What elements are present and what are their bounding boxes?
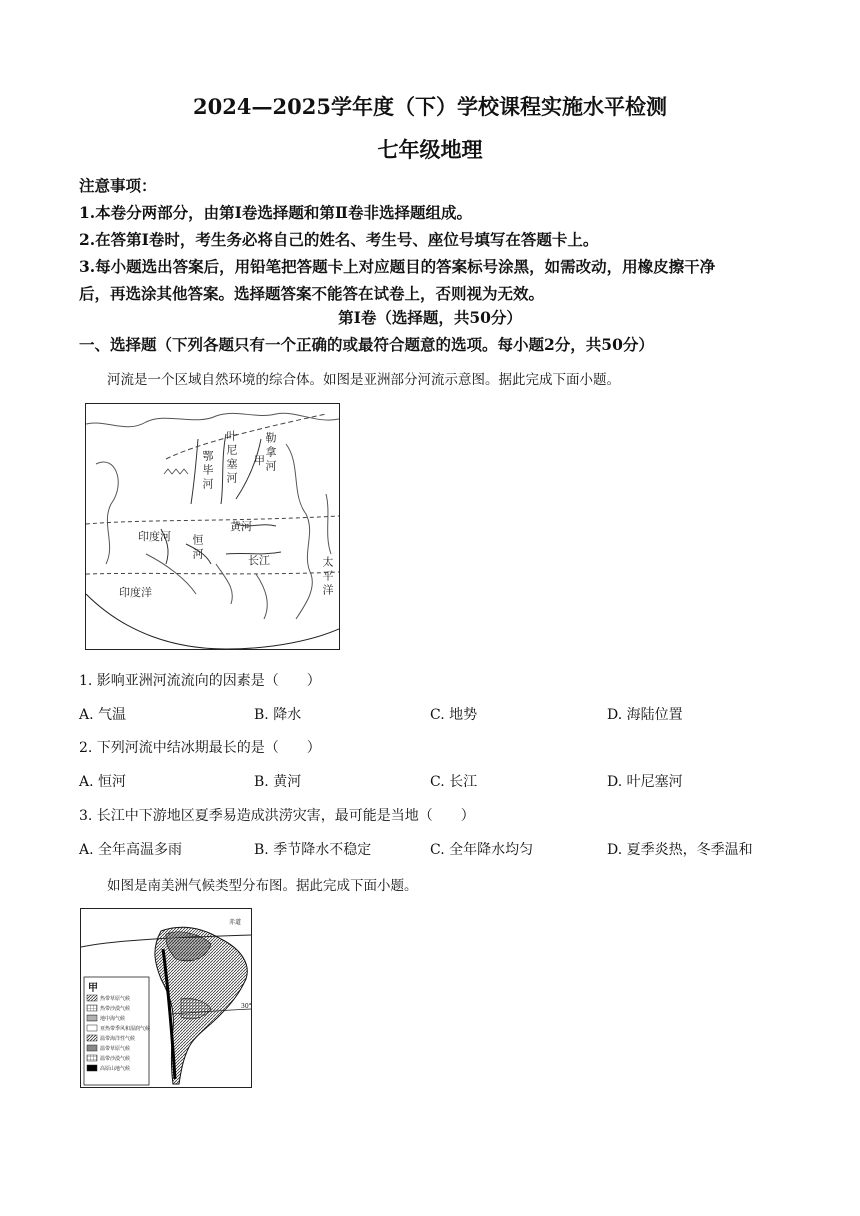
label-changjiang: 长江 <box>248 554 270 567</box>
question-1: 1. 影响亚洲河流流向的因素是（ ） <box>79 673 321 689</box>
page-subtitle: 七年级地理 <box>377 137 483 162</box>
part1-heading: 第Ⅰ卷（选择题，共50分） <box>338 308 522 327</box>
label-huanghe: 黄河 <box>230 520 252 533</box>
label-pacific: 太平洋 <box>321 556 334 598</box>
q3-option-c[interactable]: C. 全年降水均匀 <box>430 842 534 858</box>
label-indian-ocean: 印度洋 <box>119 586 152 599</box>
q2-option-c[interactable]: C. 长江 <box>430 774 478 790</box>
legend-item-5: 温带海洋性气候 <box>100 1036 136 1042</box>
notice-item-3-cont: 后，再选涂其他答案。选择题答案不能答在试卷上，否则视为无效。 <box>79 284 545 303</box>
label-lena: 勒拿河 <box>264 432 277 474</box>
question-3: 3. 长江中下游地区夏季易造成洪涝灾害，最可能是当地（ ） <box>79 808 475 824</box>
notice-item-3: 3.每小题选出答案后，用铅笔把答题卡上对应题目的答案标号涂黑，如需改动，用橡皮擦干净 <box>79 257 716 276</box>
notice-item-1: 1.本卷分两部分，由第Ⅰ卷选择题和第Ⅱ卷非选择题组成。 <box>79 203 472 222</box>
notice-heading: 注意事项： <box>79 176 157 195</box>
intro-south-america-map: 如图是南美洲气候类型分布图。据此完成下面小题。 <box>107 878 418 894</box>
q1-option-a[interactable]: A. 气温 <box>79 707 127 723</box>
label-jia: 甲 <box>254 454 265 467</box>
label-yenisei: 叶尼塞河 <box>225 430 238 486</box>
label-ob: 鄂毕河 <box>201 450 214 492</box>
q1-option-d[interactable]: D. 海陆位置 <box>607 707 683 723</box>
section-heading: 一、选择题（下列各题只有一个正确的或最符合题意的选项。每小题2分，共50分） <box>79 335 654 354</box>
q1-option-b[interactable]: B. 降水 <box>254 707 302 723</box>
legend-item-4: 亚热带季风和湿润气候 <box>100 1026 151 1032</box>
label-indus: 印度河 <box>138 530 171 543</box>
q3-option-d[interactable]: D. 夏季炎热，冬季温和 <box>607 842 753 858</box>
q1-option-c[interactable]: C. 地势 <box>430 707 478 723</box>
q2-option-b[interactable]: B. 黄河 <box>254 774 302 790</box>
legend-item-3: 地中海气候 <box>100 1016 126 1022</box>
legend-title: 甲 <box>88 983 98 994</box>
q2-option-d[interactable]: D. 叶尼塞河 <box>607 774 683 790</box>
label-ganges: 恒河 <box>191 534 204 562</box>
legend-item-2: 热带沙漠气候 <box>100 1006 131 1012</box>
legend-item-1: 热带草原气候 <box>100 996 131 1002</box>
q2-option-a[interactable]: A. 恒河 <box>79 774 127 790</box>
legend-item-6: 温带草原气候 <box>100 1046 131 1052</box>
legend-item-8: 高原山地气候 <box>100 1066 131 1072</box>
intro-asia-map: 河流是一个区域自然环境的综合体。如图是亚洲部分河流示意图。据此完成下面小题。 <box>107 372 620 388</box>
asia-river-map <box>85 403 340 650</box>
page-title: 2024—2025学年度（下）学校课程实施水平检测 <box>193 94 667 119</box>
q3-option-b[interactable]: B. 季节降水不稳定 <box>254 842 372 858</box>
asia-map-drawing <box>86 404 339 649</box>
south-america-climate-map <box>80 908 252 1088</box>
question-2: 2. 下列河流中结冰期最长的是（ ） <box>79 740 321 756</box>
label-30-degrees: 30° <box>241 1003 252 1010</box>
legend-item-7: 温带沙漠气候 <box>100 1056 131 1062</box>
notice-item-2: 2.在答第Ⅰ卷时，考生务必将自己的姓名、考生号、座位号填写在答题卡上。 <box>79 230 599 249</box>
label-equator: 赤道 <box>229 919 242 926</box>
q3-option-a[interactable]: A. 全年高温多雨 <box>79 842 183 858</box>
